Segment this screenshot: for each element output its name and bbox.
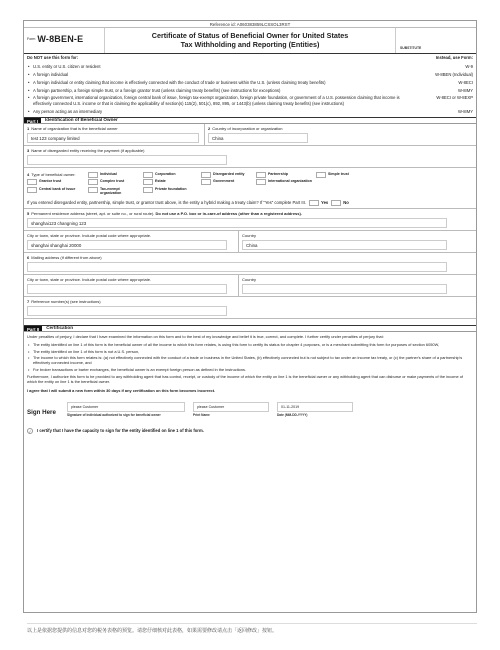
agree-text: I agree that I will submit a new form within 30 days if any certification on this form becomes incorrect. — [27, 387, 216, 393]
city-label: City or town, state or province. Include postal code where appropriate. — [27, 232, 152, 238]
disregarded-entity-field[interactable] — [27, 155, 227, 165]
part1-title: Identification of Beneficial Owner — [44, 117, 118, 123]
checkbox[interactable] — [256, 172, 266, 178]
preview-note: 以上是依据您提供的信息对您的税务表格的预览。请您仔细核对此表格，如果需要修改请点击「返回修改」按钮。 — [27, 623, 477, 634]
checkbox[interactable] — [88, 179, 98, 185]
capacity-certification — [24, 428, 476, 434]
form-id — [24, 28, 104, 53]
hybrid-yes-option[interactable]: Yes — [309, 200, 328, 206]
list-item: • A foreign government, international organization, foreign central bank of issue, foreign tax-exempt organization, foreign private foundation, or government of a U.S. possession claiming that income is effectively connected U.S. income or that is claiming the applicability of section(s) 115(2), 501(c), 892, 895, or 1443(b) (unless claiming treaty benefits) (see instructions) W-8ECI or W-8EXP — [27, 95, 473, 106]
type-option[interactable]: Corporation — [143, 172, 198, 178]
reference-number-field[interactable] — [27, 306, 227, 316]
org-name-field[interactable]: test 123 company limited — [27, 133, 199, 143]
type-option[interactable]: Estate — [143, 179, 198, 185]
list-item: • For broker transactions or barter exchanges, the beneficial owner is an exempt foreign person as defined in the instructions. — [27, 367, 473, 372]
checkbox[interactable] — [256, 179, 266, 185]
list-item: • A foreign individual or entity claiming that income is effectively connected with the conduct of trade or business within the U.S. (unless claiming treaty benefits) W-8ECI — [27, 80, 473, 85]
permanent-address-field[interactable]: shanghai123 changning 123 — [27, 218, 447, 228]
part2-tag: Part II — [24, 326, 42, 331]
substitute-label: SUBSTITUTE — [400, 45, 422, 50]
part2-title: Certification — [46, 325, 74, 331]
country-field[interactable]: China — [242, 240, 447, 250]
sign-here-label: Sign Here — [27, 409, 56, 416]
do-not-use-section — [24, 54, 476, 114]
list-item: • The entity identified on line 1 of this form is not a U.S. person, — [27, 349, 473, 354]
hybrid-no-option[interactable]: No — [331, 200, 349, 206]
form-header — [24, 28, 476, 54]
form-label: Form — [27, 37, 36, 41]
form-title-line2: Tax Withholding and Reporting (Entities) — [180, 40, 320, 49]
list-item: • Any person acting as an intermediary W-8IMY — [27, 109, 473, 114]
type-option[interactable]: Partnership — [256, 172, 313, 178]
type-option[interactable]: Complex trust — [88, 179, 140, 185]
signature-field[interactable]: please Customer — [67, 402, 185, 412]
part2-header — [24, 325, 476, 332]
date-caption: Date (MM-DD-YYYY) — [277, 413, 308, 417]
type-option[interactable]: Individual — [88, 172, 140, 178]
part1-tag: Part I — [24, 118, 41, 123]
date-field[interactable]: 01-11-2019 — [277, 402, 353, 412]
mailing-address-label: Mailing address (if different from above) — [31, 254, 102, 260]
country-of-incorporation-label: Country of incorporation or organization — [212, 125, 283, 131]
org-name-label: Name of organization that is the beneficial owner — [31, 125, 118, 131]
checkbox[interactable] — [27, 179, 37, 185]
checkbox[interactable] — [201, 172, 211, 178]
mailing-country-label: Country — [242, 276, 257, 282]
furthermore-text: Furthermore, I authorize this form to be provided to any withholding agent that has control, receipt, or custody of the income of which the entity on line 1 is the beneficial owner or any withholding agent that can disburse or make payments of the income of which the entity on line 1 is the beneficial owner. — [27, 373, 463, 384]
hybrid-question-text: If you entered disregarded entity, partnership, simple trust, or grantor trust above, is the entity a hybrid making a treaty claim? If "Yes" complete Part III. — [27, 200, 307, 206]
print-name-caption: Print Name — [193, 413, 210, 417]
signature-caption: Signature of individual authorized to sign for beneficial owner — [67, 413, 161, 417]
city-field[interactable]: shanghai shanghai 20000 — [27, 240, 227, 250]
reference-id: Reference id: A060383859LCSSOL3RST — [24, 21, 476, 28]
do-not-use-heading: Do NOT use this form for: — [27, 55, 79, 60]
signature-block — [24, 402, 476, 422]
certification-text — [24, 332, 476, 395]
checkbox[interactable] — [331, 200, 341, 206]
entity-type-label: Type of beneficial owner: — [31, 171, 76, 177]
print-name-field[interactable]: please Customer — [193, 402, 269, 412]
hybrid-question — [27, 200, 473, 206]
capacity-text: I certify that I have the capacity to sign for the entity identified on line 1 of this form. — [37, 428, 204, 434]
form-title — [104, 28, 396, 53]
checkbox[interactable] — [143, 187, 153, 193]
checkbox[interactable] — [88, 172, 98, 178]
reference-number-label: Reference number(s) (see instructions) — [31, 298, 101, 304]
part1-header — [24, 117, 476, 124]
list-item: • The entity identified on line 1 of this form is the beneficial owner of all the income to which this form relates, is using this form to certify its status for chapter 4 purposes, or is a merchant submitting this form for purposes of section 6050W, — [27, 342, 473, 347]
disregarded-entity-label: Name of disregarded entity receiving the payment (if applicable) — [31, 147, 145, 153]
type-option[interactable]: Tax-exempt organization — [88, 187, 140, 196]
form-number: W-8BEN-E — [37, 34, 84, 44]
country-of-incorporation-field[interactable]: China — [208, 133, 308, 143]
mailing-city-field[interactable] — [27, 284, 227, 294]
w8ben-e-form: Reference id: A060383859LCSSOL3RST Form W-8BEN-E Certificate of Status of Beneficial Owner for United States Tax Withholding and Reporting (Entities) SUBSTITUTE Do NOT use this form for: Instead, use Form: • U.S. entity or U.S. citizen or resident W-9 • A foreign individual W-8BEN (Individual) • A foreign individual or entity claiming that income is effectively connected with the conduct of trade or business within the U.S. (unless claiming treaty benefits) W-8ECI • A foreign partnership, a foreign simple trust, or a foreign grantor trust (unless claiming treaty benefits) (see instructions for exceptions) W-8IMY • A foreign government, international organization, foreign central bank of issue, foreign tax-exempt organization, foreign private foundation, or government of a U.S. possession claiming that income is effectively connected U.S. income or that is claiming the applicability of section(s) 115(2), 501(c), 892, 895, or 1443(b) (unless claiming treaty benefits) (see instructions) W-8ECI or W-8EXP • Any person acting as an intermediary W-8IMY Part I Identification of Beneficial Owner 1 Name of organization that is the beneficial owner test 123 company limited 2 Country of incorporation or organization China 3 Name of disregarded entity receiving the payment (if applicable) 4 Type of beneficial owner: Individual Corporation Disregarded entity Partnership Simple trust Grantor trust Complex trust Estate Government International organization Central bank of issue Tax-exempt organization Private foundation If you entered disregarded entity, partnership, simple trust, or grantor trust above, is the entity a hybrid making a treaty claim? If "Yes" complete Part III. Yes No 5 Permanent residence address (street, apt. or suite no., or rural route). Do not use a P.O. box or in-care-of address (other than a registered address). shanghai123 changning 123 City or town, state or province. Include postal code where appropriate. shanghai shanghai 20000 Country China 6 Mailing address (if different from above) City or town, state or province. Include postal code where appropriate. Country 7 Reference number(s) (see instructions) Part II Certification Under penalties of perjury, I declare that I have examined the information on this form and to the best of my knowledge and belief it is true, correct, and complete. I further certify under penalties of perjury that: • The entity identified on line 1 of this form is the beneficial owner of all the income to which this form relates, is using this form to certify its status for chapter 4 purposes, or is a merchant submitting this form for purposes of section 6050W, • The entity identified on line 1 of this form is not a U.S. person, • The income to which this form relates is: (a) not effectively connected with the conduct of a trade or business in the United States, (b) effectively connected but is not subject to tax under an income tax treaty, or (c) the partner's share of a partnership's effectively connected income, and • For broker transactions or barter exchanges, the beneficial owner is an exempt foreign person as defined in the instructions. Furthermore, I authorize this form to be provided to any withholding agent that has control, receipt, or custody of the income of which the entity on line 1 is the beneficial owner or any withholding agent that can disburse or make payments of the income of which the entity on line 1 is the beneficial owner. I agree that I will submit a new form within 30 days if any certification on this form becomes incorrect. Sign Here please Customer Signature of individual authorized to sign for beneficial owner please Customer Print Name 01-11-2019 Date (MM-DD-YYYY) ✓ I certify that I have the capacity to sign for the entity identified on line 1 of this form. — [23, 20, 477, 613]
mailing-address-field[interactable] — [27, 262, 447, 272]
country-label: Country — [242, 232, 257, 238]
check-circle-icon[interactable]: ✓ — [28, 429, 32, 434]
mailing-city-label: City or town, state or province. Include postal code where appropriate. — [27, 276, 152, 282]
checkbox[interactable] — [143, 179, 153, 185]
type-option[interactable]: Grantor trust — [27, 179, 85, 185]
type-option[interactable]: International organization — [256, 179, 313, 185]
mailing-country-field[interactable] — [242, 284, 447, 294]
checkbox[interactable] — [316, 172, 326, 178]
instead-heading: Instead, use Form: — [435, 55, 473, 60]
type-option[interactable]: Simple trust — [316, 172, 386, 178]
type-option[interactable]: Disregarded entity — [201, 172, 253, 178]
list-item: • The income to which this form relates is: (a) not effectively connected with the conduct of a trade or business in the United States, (b) effectively connected but is not subject to tax under an income tax treaty, or (c) the partner's share of a partnership's effectively connected income, and — [27, 355, 473, 365]
checkbox[interactable] — [201, 179, 211, 185]
form-title-line1: Certificate of Status of Beneficial Owner for United States — [151, 31, 349, 40]
certification-intro: Under penalties of perjury, I declare that I have examined the information on this form and to the best of my knowledge and belief it is true, correct, and complete. I further certify under penalties of perjury that: — [27, 333, 384, 339]
checkbox[interactable] — [309, 200, 319, 206]
permanent-address-label: Permanent residence address (street, apt. or suite no., or rural route). — [31, 210, 155, 216]
list-item: • A foreign individual W-8BEN (Individual) — [27, 72, 473, 77]
list-item: • A foreign partnership, a foreign simple trust, or a foreign grantor trust (unless claiming treaty benefits) (see instructions for exceptions) W-8IMY — [27, 88, 473, 93]
checkbox[interactable] — [143, 172, 153, 178]
type-option[interactable]: Central bank of issue — [27, 187, 85, 196]
entity-type-options: 4 Type of beneficial owner: Individual Corporation Disregarded entity Partnership Simple trust Grantor trust Complex trust Estate Government International organization Central bank of issue Tax-exempt organization Private foundation — [27, 172, 473, 196]
type-option[interactable]: Private foundation — [143, 187, 198, 196]
list-item: • U.S. entity or U.S. citizen or resident W-9 — [27, 64, 473, 69]
checkbox[interactable] — [27, 187, 37, 193]
type-option[interactable]: Government — [201, 179, 253, 185]
checkbox[interactable] — [88, 187, 98, 193]
